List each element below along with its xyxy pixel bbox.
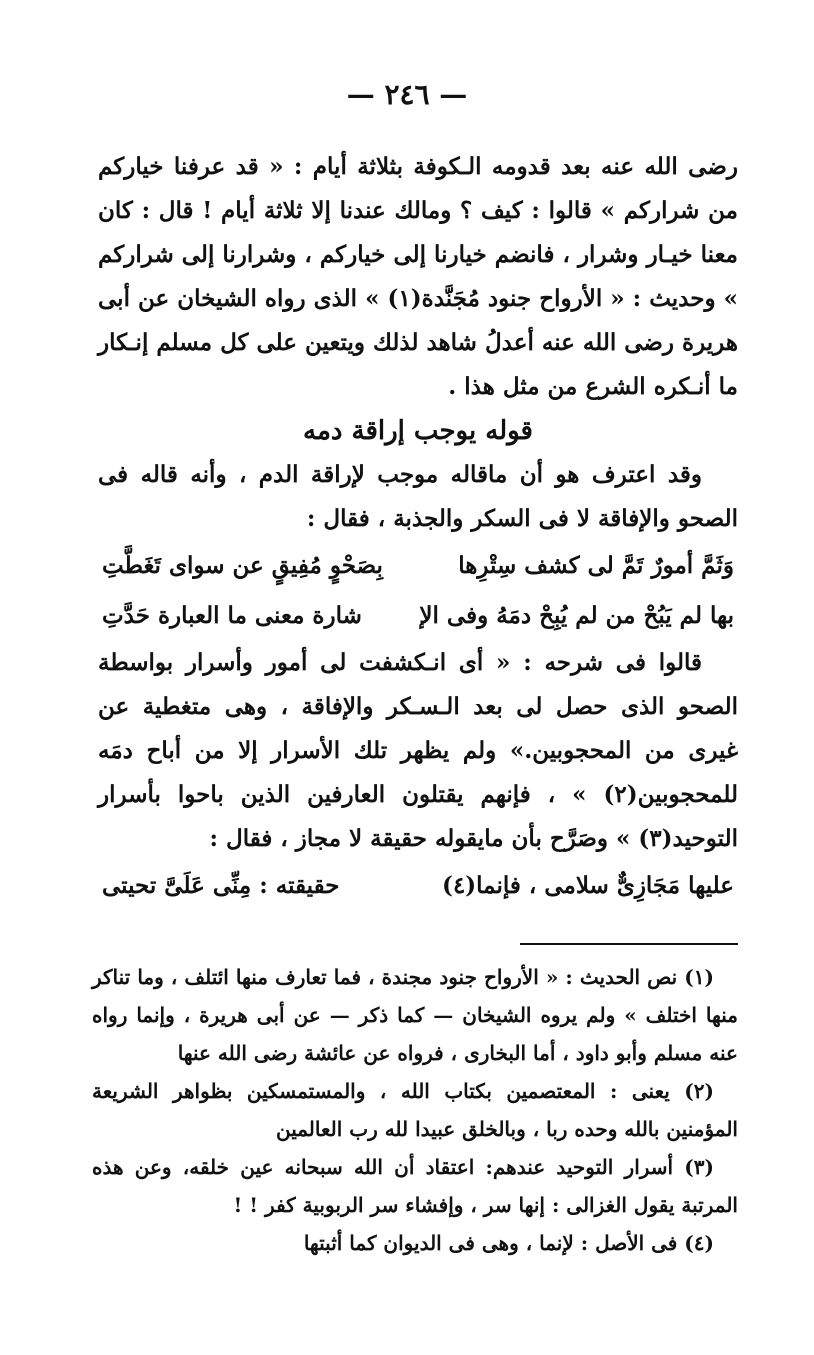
verse-2-left-hemistich: شارة معنى ما العبارة حَدَّتِ (102, 602, 362, 629)
main-text (98, 145, 738, 911)
section-heading: قوله يوجب إراقة دمه (303, 416, 533, 446)
footnote-4: (٤) فى الأصل : لإنما ، وهى فى الديوان كما أثبتها (303, 1231, 714, 1255)
footnote-divider (520, 943, 738, 945)
paragraph-3: قالوا فى شرحه : « أى انـكشفت لى أمور وأسرار بواسطة الصحو الذى حصل لى بعد الـسـكر والإفاقة ، وهى متغطية عن غيرى من المحجوبين.» ولم يظهر تلك الأسرار إلا من أباح دمَه للمحجوبين(٢) » ، فإنهم يقتلون العارفين الذين باحوا بأسرار التوحيد(٣) » وصَرَّح بأن مايقوله حقيقة لا مجاز ، فقال : (98, 649, 738, 852)
paragraph-1: رضى الله عنه بعد قدومه الـكوفة بثلاثة أيام : « قد عرفنا خياركم من شراركم » قالوا : كيف ؟ ومالك عندنا إلا ثلاثة أيام ! قال : كان معنا خيـار وشرار ، فانضم خيارنا إلى خياركم ، وشرارنا إلى شراركم » وحديث : « الأرواح جنود مُجَنَّدة(١) » الذى رواه الشيخان عن أبى هريرة رضى الله عنه أعدلُ شاهد لذلك ويتعين على كل مسلم إنـكار ما أنـكره الشرع من مثل هذا . (97, 153, 738, 400)
page-number: — ٢٤٦ — (346, 78, 468, 111)
verse-line-2 (98, 591, 738, 641)
paragraph-2: وقد اعترف هو أن ماقاله موجب لإراقة الدم ، وأنه قاله فى الصحو والإفاقة لا فى السكر والجذبة ، فقال : (98, 461, 738, 532)
footnote-2: (٢) يعنى : المعتصمين بكتاب الله ، والمستمسكين بظواهر الشريعة المؤمنين بالله وحده ربا ، وبالخلق عبيدا لله رب العالمين (92, 1079, 738, 1141)
footnote-3: (٣) أسرار التوحيد عندهم: اعتقاد أن الله سبحانه عين خلقه، وعن هذه المرتبة يقول الغزالى : إنها سر ، وإفشاء سر الربوبية كفر ! ! (92, 1155, 738, 1217)
verse-1-left-hemistich: بِصَحْوٍ مُفِيقٍ عن سواى تَغَطَّتِ (102, 552, 383, 579)
verse-1-right-hemistich: وَثَمَّ أمورٌ تَمَّ لى كشف سِتْرِها (458, 552, 734, 579)
verse-line-1 (98, 541, 738, 591)
verse-2-right-hemistich: بها لم يَبُحْ من لم يُبِحْ دمَهُ وفى الإ (419, 602, 734, 629)
verse-3-left-hemistich: حقيقته : مِنِّى عَلَىَّ تحيتى (102, 872, 340, 899)
footnotes (92, 958, 738, 1262)
verse-line-3 (98, 861, 738, 911)
footnote-1: (١) نص الحديث : « الأرواح جنود مجندة ، فما تعارف منها ائتلف ، وما تناكر منها اختلف » ولم يروه الشيخان — كما ذكر — عن أبى هريرة ، وإنما رواه عنه مسلم وأبو داود ، أما البخارى ، فرواه عن عائشة رضى الله عنها (92, 965, 738, 1065)
verse-3-right-hemistich: عليها مَجَازِىٌّ سلامى ، فإنما(٤) (442, 872, 734, 899)
